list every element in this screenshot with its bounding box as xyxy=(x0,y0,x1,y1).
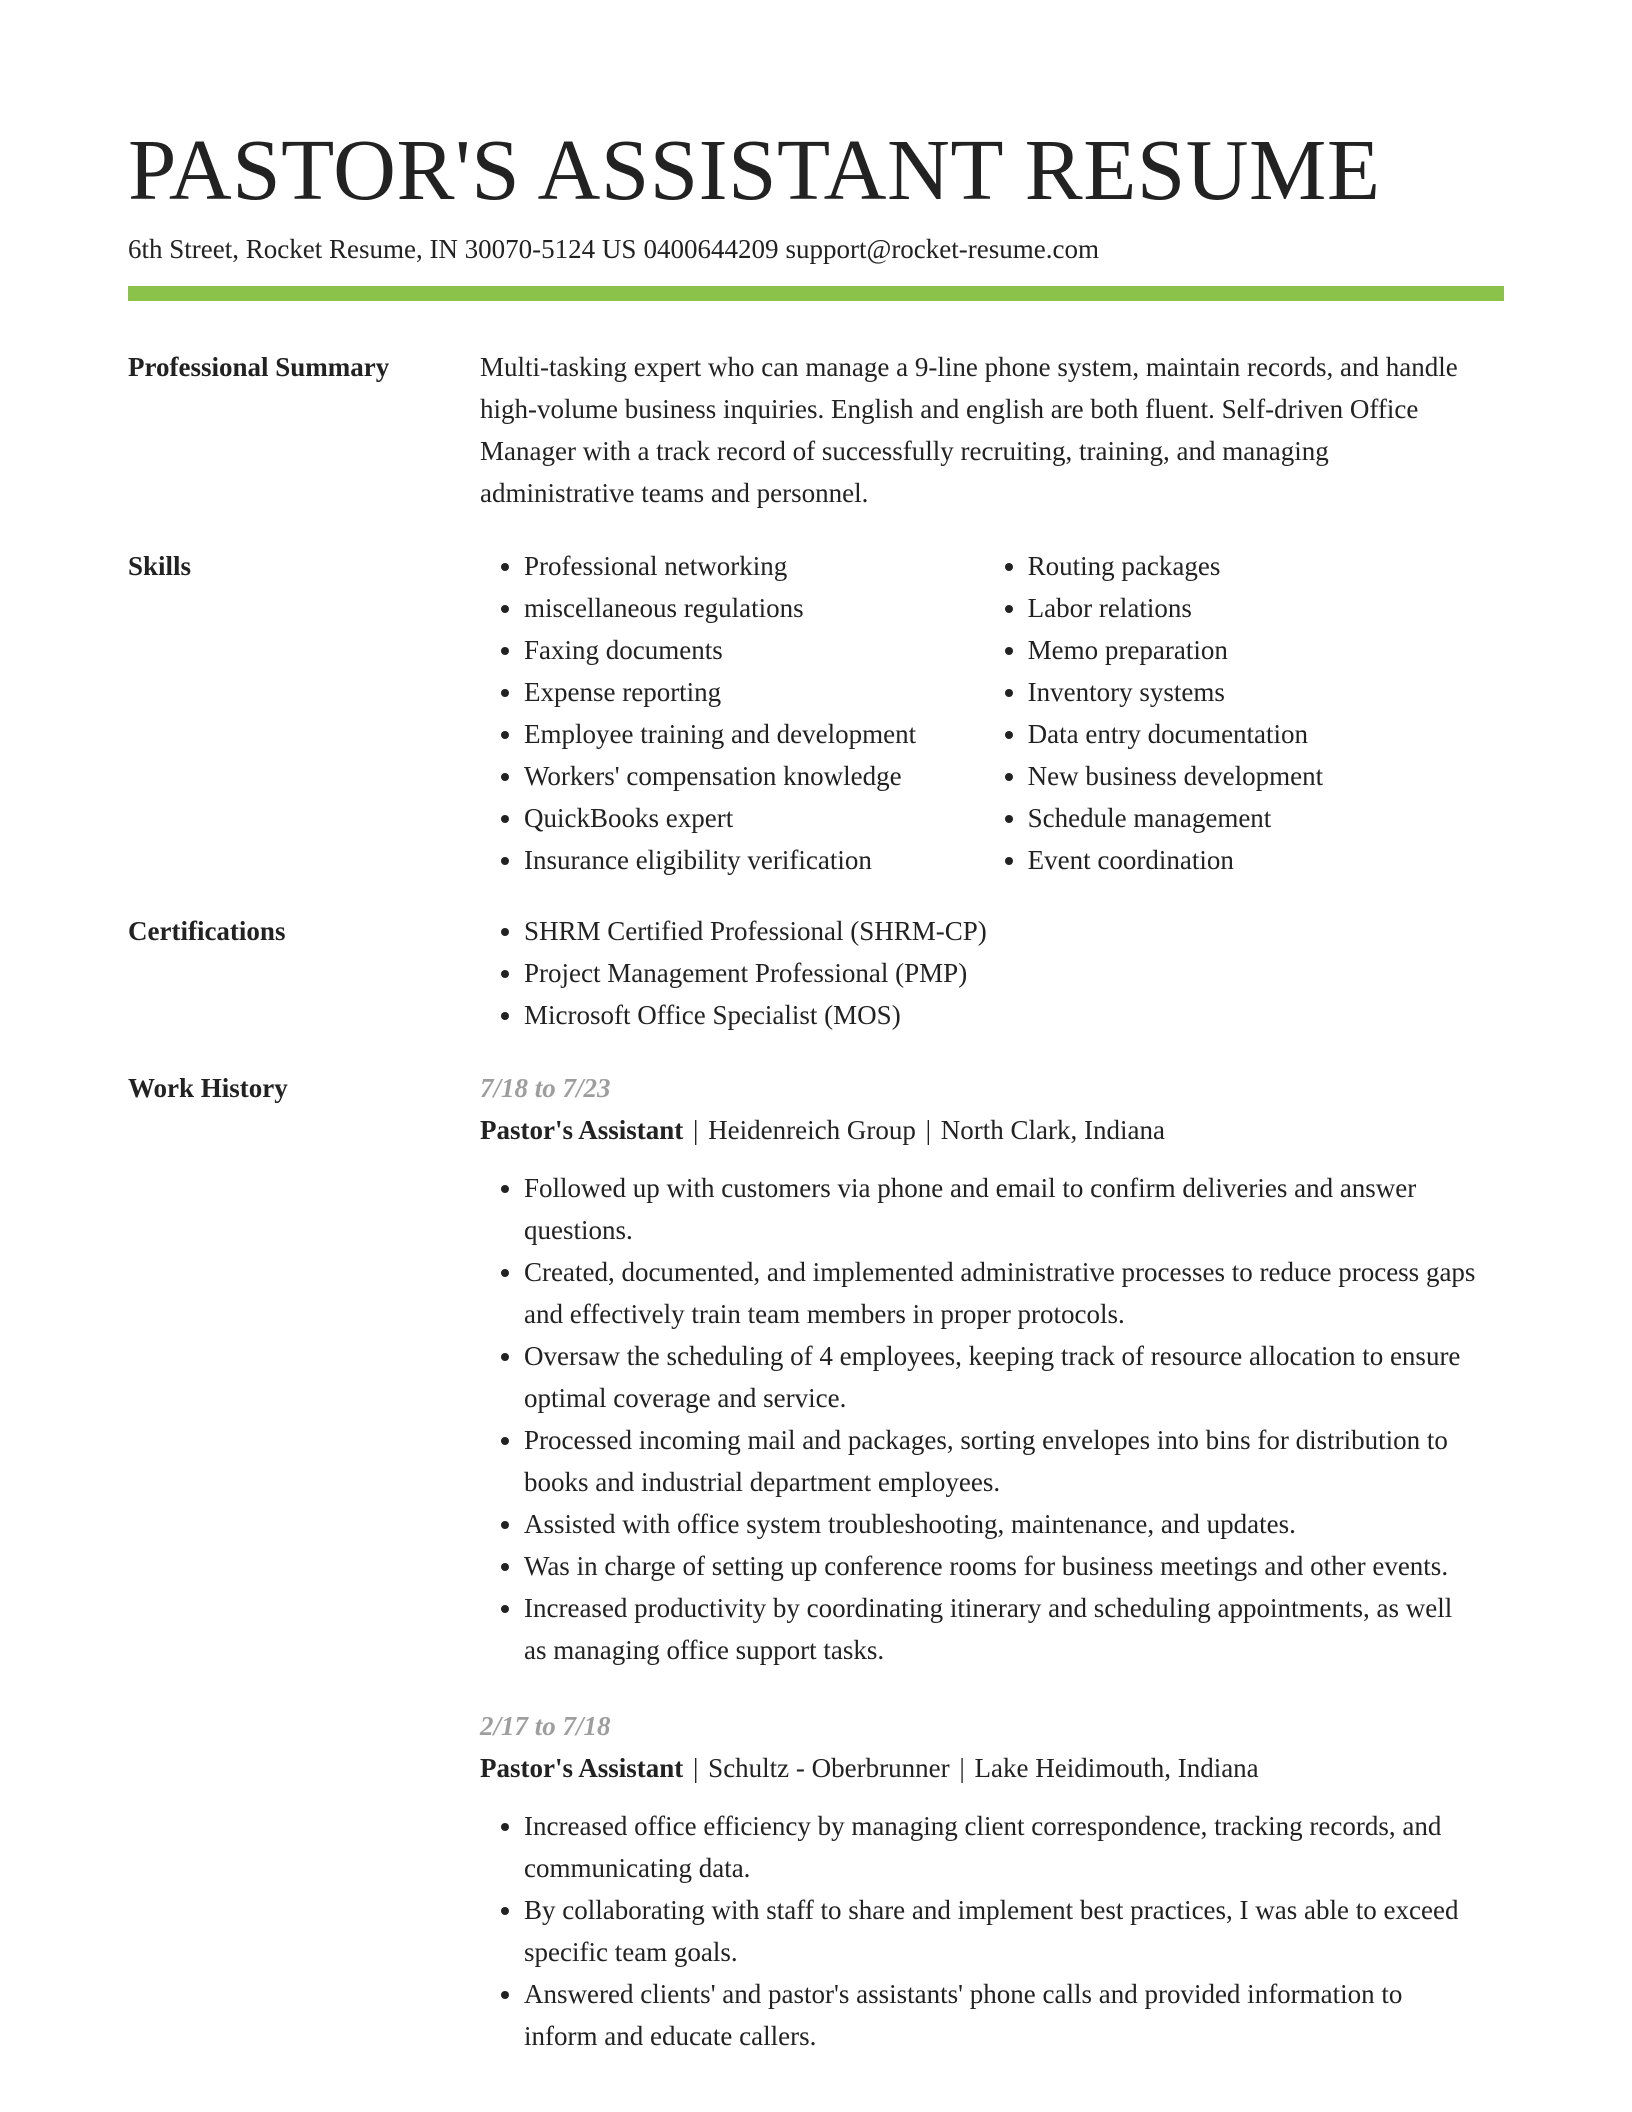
certifications-list xyxy=(480,910,1480,1036)
job-entry xyxy=(480,1067,1480,1671)
certification-item: • SHRM Certified Professional (SHRM-CP) xyxy=(524,910,1480,952)
skills-body xyxy=(480,545,1480,881)
resume-title: PASTOR'S ASSISTANT RESUME xyxy=(128,121,1381,218)
job-bullets xyxy=(480,1805,1480,2057)
skills-heading: Skills xyxy=(128,551,192,581)
skills-column-1 xyxy=(480,545,984,881)
job-separator: | xyxy=(959,1753,965,1783)
header-divider xyxy=(128,286,1504,301)
skill-item: • Expense reporting xyxy=(524,671,984,713)
job-company: Heidenreich Group xyxy=(708,1115,916,1145)
summary-body xyxy=(480,346,1480,514)
skill-item: • Workers' compensation knowledge xyxy=(524,755,984,797)
skill-item: • Event coordination xyxy=(1028,839,1480,881)
job-bullets xyxy=(480,1167,1480,1671)
job-title: Pastor's Assistant xyxy=(480,1753,684,1783)
job-separator: | xyxy=(925,1115,931,1145)
skill-item: • Data entry documentation xyxy=(1028,713,1480,755)
job-bullet: • Created, documented, and implemented administrative processes to reduce process gaps and effectively train team members in proper protocols. xyxy=(524,1251,1480,1335)
skill-item: • Insurance eligibility verification xyxy=(524,839,984,881)
job-entry xyxy=(480,1705,1480,2057)
skill-item: • Routing packages xyxy=(1028,545,1480,587)
contact-line xyxy=(128,232,1106,266)
certifications-body xyxy=(480,910,1480,1036)
job-bullet: • By collaborating with staff to share and implement best practices, I was able to exceed specific team goals. xyxy=(524,1889,1480,1973)
skill-item: • Inventory systems xyxy=(1028,671,1480,713)
job-bullet: • Processed incoming mail and packages, sorting envelopes into bins for distribution to books and industrial department employees. xyxy=(524,1419,1480,1503)
summary-text: Multi-tasking expert who can manage a 9-line phone system, maintain records, and handle high-volume business inquiries. English and english are both fluent. Self-driven Office Manager with a track record of successfully recruiting, training, and managing administrative teams and personnel. xyxy=(480,352,1458,508)
job-bullet: • Followed up with customers via phone and email to confirm deliveries and answer questions. xyxy=(524,1167,1480,1251)
job-separator: | xyxy=(693,1115,699,1145)
skill-item: • Memo preparation xyxy=(1028,629,1480,671)
job-company: Schultz - Oberbrunner xyxy=(708,1753,950,1783)
job-location: North Clark, Indiana xyxy=(940,1115,1165,1145)
skill-item: • miscellaneous regulations xyxy=(524,587,984,629)
skill-item: • QuickBooks expert xyxy=(524,797,984,839)
job-dates: 2/17 to 7/18 xyxy=(480,1711,611,1741)
work-history-heading: Work History xyxy=(128,1073,288,1103)
summary-heading: Professional Summary xyxy=(128,352,390,382)
skill-item: • Professional networking xyxy=(524,545,984,587)
skill-item: • Faxing documents xyxy=(524,629,984,671)
skill-item: • New business development xyxy=(1028,755,1480,797)
contact-email: support@rocket-resume.com xyxy=(785,234,1099,264)
job-heading xyxy=(480,1747,1480,1789)
job-bullet: • Increased productivity by coordinating itinerary and scheduling appointments, as well as managing office support tasks. xyxy=(524,1587,1480,1671)
certification-item: • Project Management Professional (PMP) xyxy=(524,952,1480,994)
job-bullet: • Answered clients' and pastor's assistants' phone calls and provided information to inform and educate callers. xyxy=(524,1973,1480,2057)
skill-item: • Employee training and development xyxy=(524,713,984,755)
job-dates: 7/18 to 7/23 xyxy=(480,1073,611,1103)
job-bullet: • Assisted with office system troubleshooting, maintenance, and updates. xyxy=(524,1503,1480,1545)
certifications-heading: Certifications xyxy=(128,916,286,946)
job-separator: | xyxy=(693,1753,699,1783)
skill-item: • Labor relations xyxy=(1028,587,1480,629)
job-bullet: • Oversaw the scheduling of 4 employees, keeping track of resource allocation to ensure optimal coverage and service. xyxy=(524,1335,1480,1419)
job-bullet: • Increased office efficiency by managing client correspondence, tracking records, and communicating data. xyxy=(524,1805,1480,1889)
contact-address: 6th Street, Rocket Resume, IN 30070-5124 US xyxy=(128,234,637,264)
work-history-body xyxy=(480,1067,1480,2057)
job-location: Lake Heidimouth, Indiana xyxy=(974,1753,1259,1783)
contact-phone: 0400644209 xyxy=(643,234,779,264)
certification-item: • Microsoft Office Specialist (MOS) xyxy=(524,994,1480,1036)
skills-column-2 xyxy=(984,545,1480,881)
skill-item: • Schedule management xyxy=(1028,797,1480,839)
job-bullet: • Was in charge of setting up conference rooms for business meetings and other events. xyxy=(524,1545,1480,1587)
job-heading xyxy=(480,1109,1480,1151)
job-title: Pastor's Assistant xyxy=(480,1115,684,1145)
